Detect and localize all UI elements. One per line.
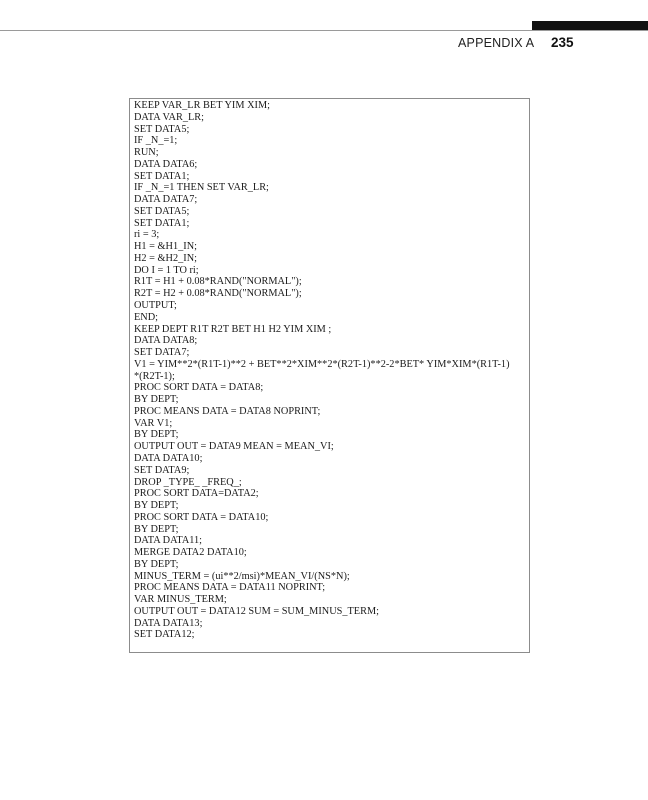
- code-line: R2T = H2 + 0.08*RAND("NORMAL");: [134, 288, 302, 300]
- code-line: MERGE DATA2 DATA10;: [134, 547, 247, 559]
- code-line: PROC SORT DATA = DATA8;: [134, 382, 264, 394]
- code-line: BY DEPT;: [134, 429, 179, 441]
- code-line: DATA DATA6;: [134, 158, 198, 170]
- code-line: IF _N_=1 THEN SET VAR_LR;: [134, 182, 269, 194]
- code-line: SET DATA1;: [134, 217, 190, 229]
- code-line: BY DEPT;: [134, 394, 179, 406]
- code-line: R1T = H1 + 0.08*RAND("NORMAL");: [134, 276, 302, 288]
- code-line: PROC SORT DATA=DATA2;: [134, 488, 259, 500]
- code-line: H1 = &H1_IN;: [134, 241, 198, 253]
- code-line: OUTPUT OUT = DATA9 MEAN = MEAN_VI;: [134, 441, 334, 453]
- code-line: DATA DATA8;: [134, 335, 198, 347]
- code-line: KEEP DEPT R1T R2T BET H1 H2 YIM XIM ;: [134, 323, 332, 335]
- code-line: SET DATA12;: [134, 629, 195, 641]
- header-rule: [0, 30, 648, 31]
- code-line: MINUS_TERM = (ui**2/msi)*MEAN_VI/(NS*N);: [134, 570, 350, 582]
- code-line: KEEP VAR_LR BET YIM XIM;: [134, 100, 270, 111]
- code-line: SET DATA9;: [134, 464, 190, 476]
- code-line: BY DEPT;: [134, 500, 179, 512]
- code-line: V1 = YIM**2*(R1T-1)**2 + BET**2*XIM**2*(R2T-1)**2-2*BET* YIM*XIM*(R1T-1): [134, 358, 510, 370]
- code-line: VAR V1;: [134, 417, 173, 429]
- header-accent-bar: [532, 21, 648, 30]
- running-head: APPENDIX A: [458, 36, 535, 50]
- code-line: BY DEPT;: [134, 558, 179, 570]
- code-listing: [134, 100, 529, 641]
- code-line: VAR MINUS_TERM;: [134, 594, 227, 606]
- code-line: OUTPUT;: [134, 300, 177, 312]
- code-line: ri = 3;: [134, 229, 160, 241]
- code-line: DROP _TYPE_ _FREQ_;: [134, 476, 242, 488]
- code-line: DATA DATA10;: [134, 452, 203, 464]
- code-line: *(R2T-1);: [134, 370, 175, 382]
- code-line: DATA DATA13;: [134, 617, 203, 629]
- code-line: BY DEPT;: [134, 523, 179, 535]
- code-line: DO I = 1 TO ri;: [134, 264, 199, 276]
- code-line: IF _N_=1;: [134, 135, 178, 147]
- code-line: DATA DATA11;: [134, 535, 203, 547]
- code-line: SET DATA7;: [134, 347, 190, 359]
- code-line: RUN;: [134, 147, 159, 159]
- code-line: PROC MEANS DATA = DATA11 NOPRINT;: [134, 582, 326, 594]
- code-line: SET DATA5;: [134, 123, 190, 135]
- page-number: 235: [551, 35, 574, 50]
- code-line: OUTPUT OUT = DATA12 SUM = SUM_MINUS_TERM;: [134, 605, 379, 617]
- code-listing-box: [129, 98, 530, 653]
- code-line: DATA DATA7;: [134, 194, 198, 206]
- code-line: DATA VAR_LR;: [134, 111, 205, 123]
- code-line: H2 = &H2_IN;: [134, 252, 198, 264]
- code-line: END;: [134, 311, 159, 323]
- code-line: PROC MEANS DATA = DATA8 NOPRINT;: [134, 405, 321, 417]
- code-line: SET DATA5;: [134, 205, 190, 217]
- code-line: SET DATA1;: [134, 170, 190, 182]
- code-line: PROC SORT DATA = DATA10;: [134, 511, 269, 523]
